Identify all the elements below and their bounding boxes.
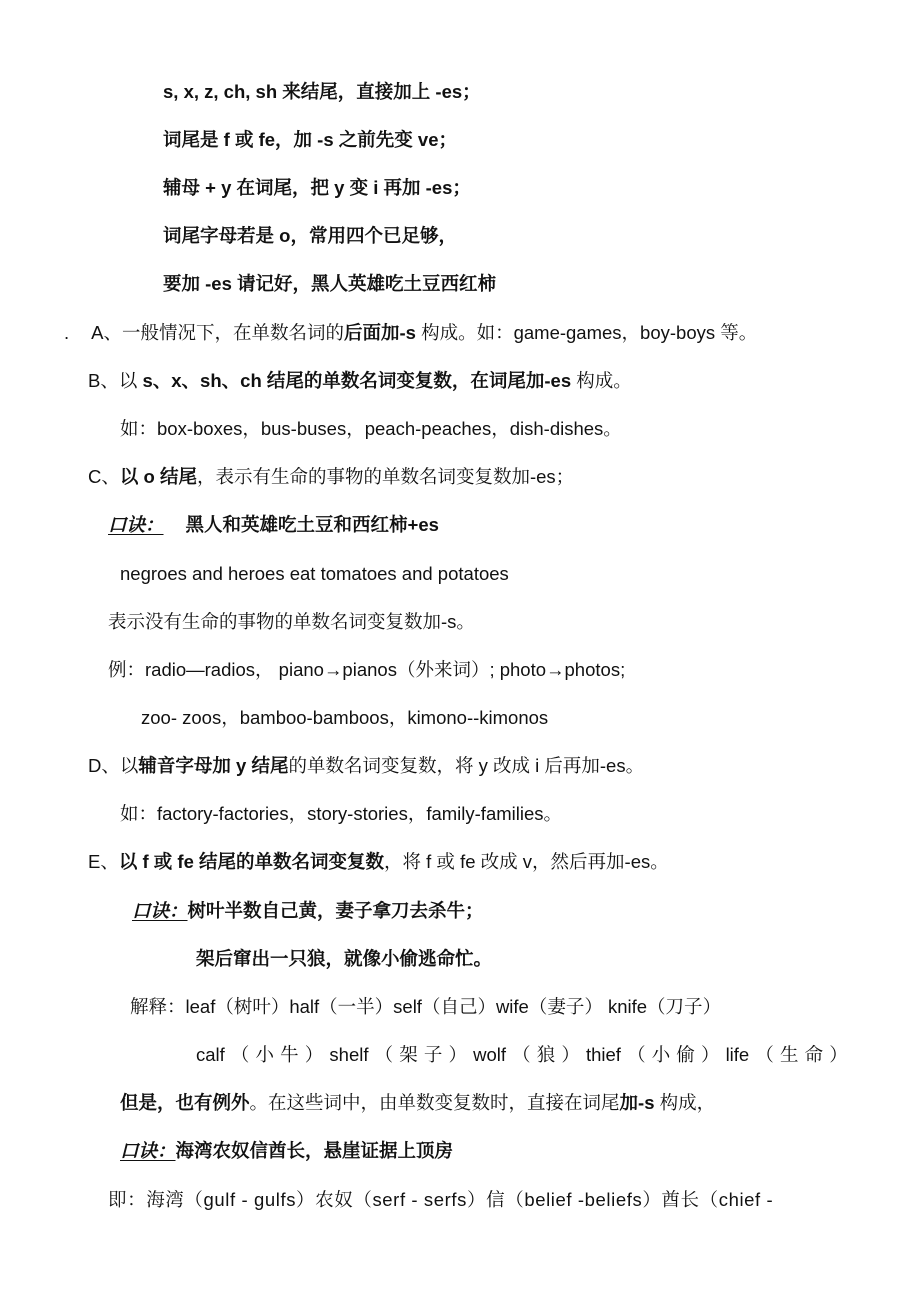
koujue-label: 口诀： — [108, 515, 164, 536]
paren: （ — [374, 1044, 394, 1065]
exception-bold-1: 但是，也有例外 — [120, 1092, 250, 1113]
exception-examples: 即：海湾（gulf - gulfs）农奴（serf - serfs）信（belief -beliefs）酋长（chief - — [108, 1189, 774, 1210]
rule-d-prefix: D、以 — [88, 755, 139, 776]
koujue-text: 黑人和英雄吃土豆和西红柿+es — [185, 514, 439, 535]
paren: （ — [512, 1044, 531, 1065]
word: shelf — [329, 1044, 369, 1065]
rule-d-suffix: 的单数名词变复数，将 y 改成 i 后再加-es。 — [288, 755, 645, 776]
paren: （ — [627, 1044, 646, 1065]
rule-c — [88, 465, 574, 489]
exception-koujue — [120, 1139, 453, 1163]
paren: （ — [755, 1044, 774, 1065]
rule-e — [88, 850, 669, 874]
rule-e-bold: 以 f 或 fe 结尾的单数名词变复数 — [118, 851, 385, 872]
koujue-text: 海湾农奴信酋长，悬崖证据上顶房 — [175, 1140, 454, 1161]
exception — [120, 1091, 715, 1115]
paren: （ — [230, 1044, 250, 1065]
word: calf — [196, 1044, 225, 1065]
paren: ） — [561, 1044, 580, 1065]
word: 小 — [651, 1044, 671, 1065]
poem-line-5: 要加 -es 请记好，黑人英雄吃土豆西红柿 — [163, 273, 497, 294]
word: 子 — [423, 1044, 443, 1065]
poem-line-3: 辅母 + y 在词尾，把 y 变 i 再加 -es； — [163, 177, 471, 198]
word: life — [725, 1044, 750, 1065]
rule-b-example: 如：box-boxes，bus-buses，peach-peaches，dish-dishes。 — [120, 418, 622, 439]
paren: ） — [700, 1044, 720, 1065]
rule-e-koujue — [132, 899, 484, 923]
word: wolf — [473, 1044, 506, 1065]
word: 狼 — [536, 1044, 556, 1065]
rule-c-prefix: C、 — [88, 466, 120, 487]
poem-line-1: s, x, z, ch, sh 来结尾，直接加上 -es； — [163, 81, 481, 102]
word: 生 — [779, 1044, 799, 1065]
koujue-line-1: 树叶半数自己黄，妻子拿刀去杀牛； — [187, 900, 484, 921]
poem-line-2: 词尾是 f 或 fe，加 -s 之前先变 ve； — [163, 129, 457, 150]
rule-c-suffix: ，表示有生命的事物的单数名词变复数加-es； — [196, 466, 575, 487]
rule-a-suffix: 构成。如：game-games，boy-boys 等。 — [415, 322, 758, 343]
rule-e-suffix: ，将 f 或 fe 改成 v，然后再加-es。 — [384, 851, 669, 872]
koujue-label: 口诀： — [120, 1141, 176, 1162]
rule-e-explain-1: 解释：leaf（树叶）half（一半）self（自己）wife（妻子） knife（刀子） — [130, 996, 722, 1017]
rule-e-explain-2 — [196, 1043, 848, 1067]
rule-c-example-2: zoo- zoos，bamboo-bamboos，kimono--kimonos — [141, 707, 549, 728]
koujue-label: 口诀： — [132, 901, 188, 922]
rule-c-koujue — [108, 513, 439, 537]
rule-c-english: negroes and heroes eat tomatoes and potatoes — [120, 563, 509, 584]
word: 牛 — [280, 1044, 299, 1065]
rule-c-inanimate: 表示没有生命的事物的单数名词变复数加-s。 — [108, 611, 475, 632]
paren: ） — [829, 1044, 848, 1065]
word: thief — [585, 1044, 621, 1065]
word: 命 — [804, 1044, 824, 1065]
bullet-dot: . — [64, 322, 70, 343]
rule-b — [88, 369, 632, 393]
rule-b-bold: s、x、sh、ch 结尾的单数名词变复数，在词尾加-es — [142, 370, 572, 391]
rule-d — [88, 754, 644, 778]
rule-a-prefix: A、一般情况下，在单数名词的 — [91, 322, 344, 343]
paren: ） — [304, 1044, 324, 1065]
paren: ） — [448, 1044, 467, 1065]
poem-line-4: 词尾字母若是 o，常用四个已足够， — [163, 225, 457, 246]
exception-mid: 。在这些词中，由单数变复数时，直接在词尾 — [249, 1092, 620, 1113]
rule-d-bold: 辅音字母加 y 结尾 — [138, 755, 289, 776]
rule-a — [64, 321, 757, 345]
rule-b-prefix: B、以 — [88, 370, 143, 391]
rule-c-bold: 以 o 结尾 — [119, 466, 197, 487]
rule-d-example: 如：factory-factories，story-stories，family-families。 — [120, 803, 563, 824]
exception-suffix: 构成， — [654, 1092, 716, 1113]
rule-e-koujue-line-2: 架后窜出一只狼，就像小偷逃命忙。 — [196, 948, 493, 969]
exception-bold-2: 加-s — [619, 1092, 655, 1113]
word: 偷 — [676, 1044, 695, 1065]
rule-e-prefix: E、 — [88, 851, 119, 872]
word: 小 — [255, 1044, 275, 1065]
rule-b-suffix: 构成。 — [571, 370, 632, 391]
rule-c-example-1: 例：radio—radios， piano→pianos（外来词）; photo→photos; — [108, 659, 626, 680]
rule-a-bold: 后面加-s — [343, 322, 416, 343]
word: 架 — [399, 1044, 418, 1065]
